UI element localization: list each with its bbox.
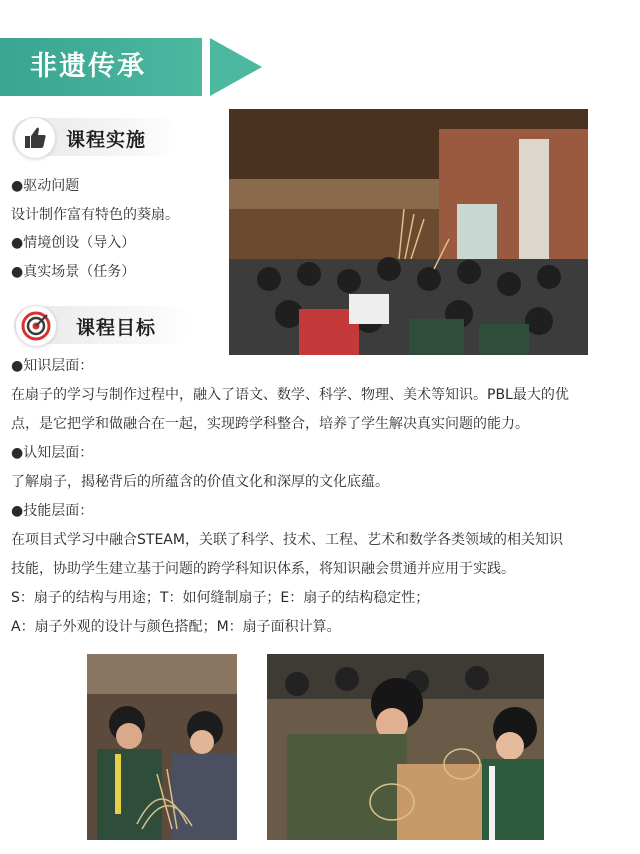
text-knowledge-2: 点，是它把学和做融合在一起，实现跨学科整合，培养了学生解决真实问题的能力。 xyxy=(11,416,529,432)
text-steam-2: A：扇子外观的设计与颜色搭配；M：扇子面积计算。 xyxy=(11,619,341,635)
text-real-task: ●真实场景（任务） xyxy=(11,264,136,280)
section-title-objectives: 课程目标 xyxy=(76,317,157,339)
text-steam-1: S：扇子的结构与用途；T：如何缝制扇子；E：扇子的结构稳定性； xyxy=(11,590,430,606)
text-skill-1: 在项目式学习中融合STEAM，关联了科学、技术、工程、艺术和数学各类领域的相关知识 xyxy=(11,532,563,548)
students-weaving-photo-left xyxy=(87,654,237,840)
text-driving-question-body: 设计制作富有特色的葵扇。 xyxy=(11,207,179,223)
heading-skill: ●技能层面： xyxy=(11,503,94,519)
section-title-implementation: 课程实施 xyxy=(66,129,147,151)
students-weaving-photo-right xyxy=(267,654,544,840)
section-banner xyxy=(0,38,202,96)
text-scenario: ●情境创设（导入） xyxy=(11,235,136,251)
text-skill-2: 技能，协助学生建立基于问题的跨学科知识体系，将知识融会贯通并应用于实践。 xyxy=(11,561,515,577)
target-icon xyxy=(15,305,57,347)
thumbs-up-icon xyxy=(14,117,56,159)
banner-title: 非遗传承 xyxy=(30,51,146,82)
text-cognition: 了解扇子，揭秘背后的所蕴含的价值文化和深厚的文化底蕴。 xyxy=(11,474,389,490)
classroom-photo xyxy=(229,109,588,355)
text-knowledge-1: 在扇子的学习与制作过程中，融入了语文、数学、科学、物理、美术等知识。PBL最大的优 xyxy=(11,387,569,403)
banner-arrow xyxy=(210,38,262,96)
heading-cognition: ●认知层面： xyxy=(11,445,94,461)
heading-knowledge: ●知识层面： xyxy=(11,358,94,374)
text-driving-question: ●驱动问题 xyxy=(11,178,80,194)
